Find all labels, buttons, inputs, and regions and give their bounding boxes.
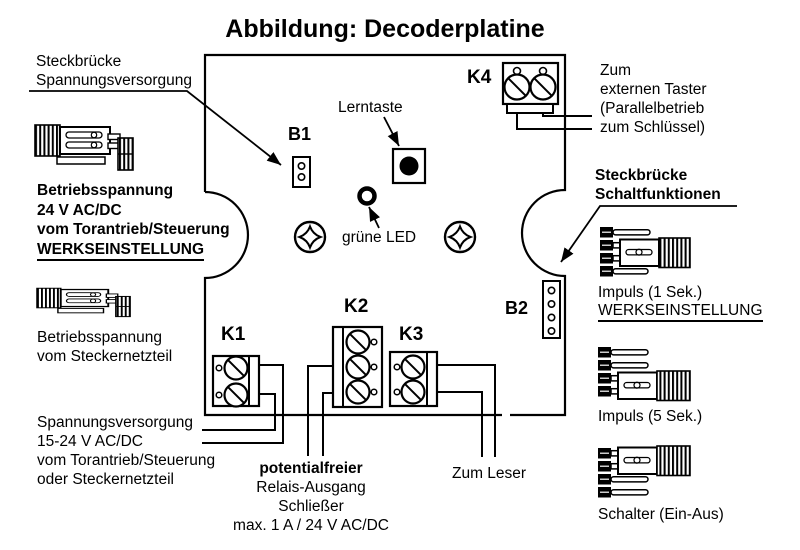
label-b2: B2 — [505, 298, 529, 318]
terminal-k3 — [390, 352, 437, 406]
pin-header-b1 — [293, 157, 310, 187]
terminal-k2 — [333, 327, 382, 407]
leader-arrow-learn-button — [384, 117, 399, 146]
jumper-illustration-impulse-5s — [598, 347, 690, 401]
wire-k3-reader-2 — [437, 392, 482, 457]
label-k1: K1 — [221, 324, 246, 345]
terminal-k1 — [213, 356, 259, 407]
wire-k3-reader-1 — [437, 365, 495, 457]
label-voltage-supply-range: Spannungsversorgung 15-24 V AC/DC vom Torantrieb/Steuerung oder Steckernetzteil — [37, 414, 216, 488]
label-impulse-1s: Impuls (1 Sek.) WERKSEINSTELLUNG — [598, 284, 763, 319]
jumper-illustration-drive-supply — [35, 125, 133, 170]
wire-k2-relay-1 — [308, 366, 333, 456]
label-b1: B1 — [288, 124, 312, 144]
label-learn-button: Lerntaste — [338, 99, 403, 116]
label-jumper-power-supply: Steckbrücke Spannungsversorgung — [36, 53, 192, 89]
label-switch-on-off: Schalter (Ein-Aus) — [598, 506, 724, 523]
wire-k2-relay-2 — [323, 393, 333, 456]
page-title: Abbildung: Decoderplatine — [225, 15, 545, 43]
jumper-illustration-plug-supply — [37, 288, 130, 316]
mounting-screw-right — [445, 222, 475, 252]
label-to-reader: Zum Leser — [452, 465, 527, 482]
terminal-k4 — [503, 63, 558, 113]
label-impulse-5s: Impuls (5 Sek.) — [598, 408, 703, 425]
label-relay-output: potentialfreier Relais-Ausgang Schließer max. 1 A / 24 V AC/DC — [233, 460, 389, 534]
label-k2: K2 — [344, 296, 369, 317]
jumper-illustration-switch — [598, 446, 690, 498]
label-operating-voltage-drive: Betriebsspannung 24 V AC/DC vom Torantrieb/Steuerung WERKSEINSTELLUNG — [37, 181, 230, 259]
label-green-led: grüne LED — [342, 229, 417, 246]
label-k3: K3 — [399, 324, 424, 345]
mounting-screw-left — [295, 222, 325, 252]
learn-button — [393, 149, 425, 183]
green-led — [360, 189, 375, 204]
label-operating-voltage-plug: Betriebsspannung vom Steckernetzteil — [37, 329, 173, 365]
label-external-button: Zum externen Taster (Parallelbetrieb zum Schlüssel) — [600, 62, 707, 136]
label-jumper-switch-functions: Steckbrücke Schaltfunktionen — [595, 167, 721, 203]
label-k4: K4 — [467, 67, 492, 88]
leader-arrow-led — [369, 207, 379, 228]
jumper-illustration-impulse-1s — [600, 227, 690, 277]
pin-header-b2 — [543, 281, 560, 338]
